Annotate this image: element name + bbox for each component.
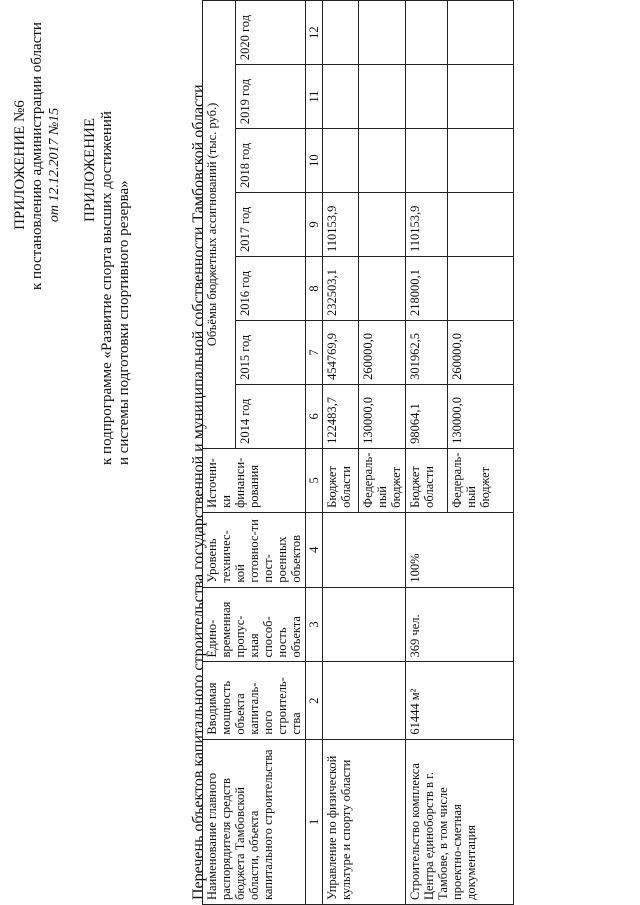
budget-value (448, 65, 514, 129)
column-number: 10 (306, 129, 323, 193)
budget-value (406, 1, 448, 65)
column-number: 12 (306, 1, 323, 65)
header-year: 2017 год (236, 193, 306, 257)
header-col-capacity: Вводимая мощность объекта капиталь-ного строитель-ства (203, 662, 306, 739)
object-name: Управление по физической культуре и спорту области (323, 739, 406, 904)
budget-value: 98064,1 (406, 384, 448, 448)
budget-value: 260000,0 (448, 320, 514, 384)
table-title: Перечень объектов капитального строительства государственной и муниципальной собственности Тамбовской области (190, 84, 207, 900)
object-name: Строительство комплекса Центра единоборств в г. Тамбове, в том числе проектно-сметная документация (406, 739, 514, 904)
column-number: 8 (306, 257, 323, 321)
object-readiness (323, 512, 406, 587)
header-col-name: Наименование главного распорядителя средств бюджета Тамбовской области, объекта капитального строительства (203, 739, 306, 904)
funding-source: Бюджет области (323, 448, 359, 512)
budget-value: 130000,0 (448, 384, 514, 448)
budget-value (359, 1, 406, 65)
column-number: 7 (306, 320, 323, 384)
funding-source: Федераль-ный бюджет (448, 448, 514, 512)
appendix-header (12, 22, 63, 290)
budget-value (359, 65, 406, 129)
column-number: 6 (306, 384, 323, 448)
budget-value (448, 257, 514, 321)
budget-value (406, 129, 448, 193)
budget-value (323, 65, 359, 129)
object-capacity: 61444 м² (406, 662, 514, 739)
column-number: 2 (306, 662, 323, 739)
budget-value: 454769,9 (323, 320, 359, 384)
appendix-title: ПРИЛОЖЕНИЕ №6 (12, 100, 28, 230)
budget-value: 122483,7 (323, 384, 359, 448)
budget-value (323, 1, 359, 65)
header-year: 2016 год (236, 257, 306, 321)
header-row (203, 1, 236, 905)
budget-value (406, 65, 448, 129)
budget-value: 218000,1 (406, 257, 448, 321)
budget-value (448, 193, 514, 257)
budget-value (359, 257, 406, 321)
resolution-line: к постановлению администрации области (29, 22, 45, 290)
header-col-funding: Источни-ки финанси-рования (203, 448, 306, 512)
budget-value (448, 1, 514, 65)
budget-value: 130000,0 (359, 384, 406, 448)
budget-value (448, 129, 514, 193)
column-numbers-row (306, 1, 323, 905)
header-year: 2019 год (236, 65, 306, 129)
object-capacity (323, 662, 406, 739)
subprogram-line-1: к подпрограмме «Развитие спорта высших достижений (99, 111, 115, 465)
subprogram-title: ПРИЛОЖЕНИЕ (82, 117, 98, 223)
budget-value: 110153,9 (406, 193, 448, 257)
column-number: 5 (306, 448, 323, 512)
objects-table (202, 0, 514, 905)
budget-value: 110153,9 (323, 193, 359, 257)
header-year: 2014 год (236, 384, 306, 448)
column-number: 9 (306, 193, 323, 257)
budget-value: 301962,5 (406, 320, 448, 384)
funding-source: Бюджет области (406, 448, 448, 512)
table-row (323, 1, 359, 905)
subprogram-header (82, 25, 133, 465)
column-number: 11 (306, 65, 323, 129)
header-year: 2020 год (236, 1, 306, 65)
column-number: 1 (306, 739, 323, 904)
header-year: 2015 год (236, 320, 306, 384)
budget-value: 260000,0 (359, 320, 406, 384)
header-col-throughput: Едино-временная пропус-кная способ-ность объекта (203, 587, 306, 662)
resolution-date: от 12.12.2017 №15 (47, 107, 62, 223)
budget-value (359, 129, 406, 193)
header-year: 2018 год (236, 129, 306, 193)
object-readiness: 100% (406, 512, 514, 587)
budget-value (323, 129, 359, 193)
object-throughput (323, 587, 406, 662)
object-throughput: 369 чел. (406, 587, 514, 662)
budget-value: 232503,1 (323, 257, 359, 321)
header-budget-group: Объёмы бюджетных ассигнований (тыс. руб.) (203, 1, 236, 449)
funding-source: Федераль-ный бюджет (359, 448, 406, 512)
table-row (406, 1, 448, 905)
column-number: 4 (306, 512, 323, 587)
header-col-readiness: Уровень техничес-кой готовнос-ти пост-роенных объектов (203, 512, 306, 587)
budget-value (359, 193, 406, 257)
subprogram-line-2: и системы подготовки спортивного резерва» (116, 180, 132, 465)
column-number: 3 (306, 587, 323, 662)
